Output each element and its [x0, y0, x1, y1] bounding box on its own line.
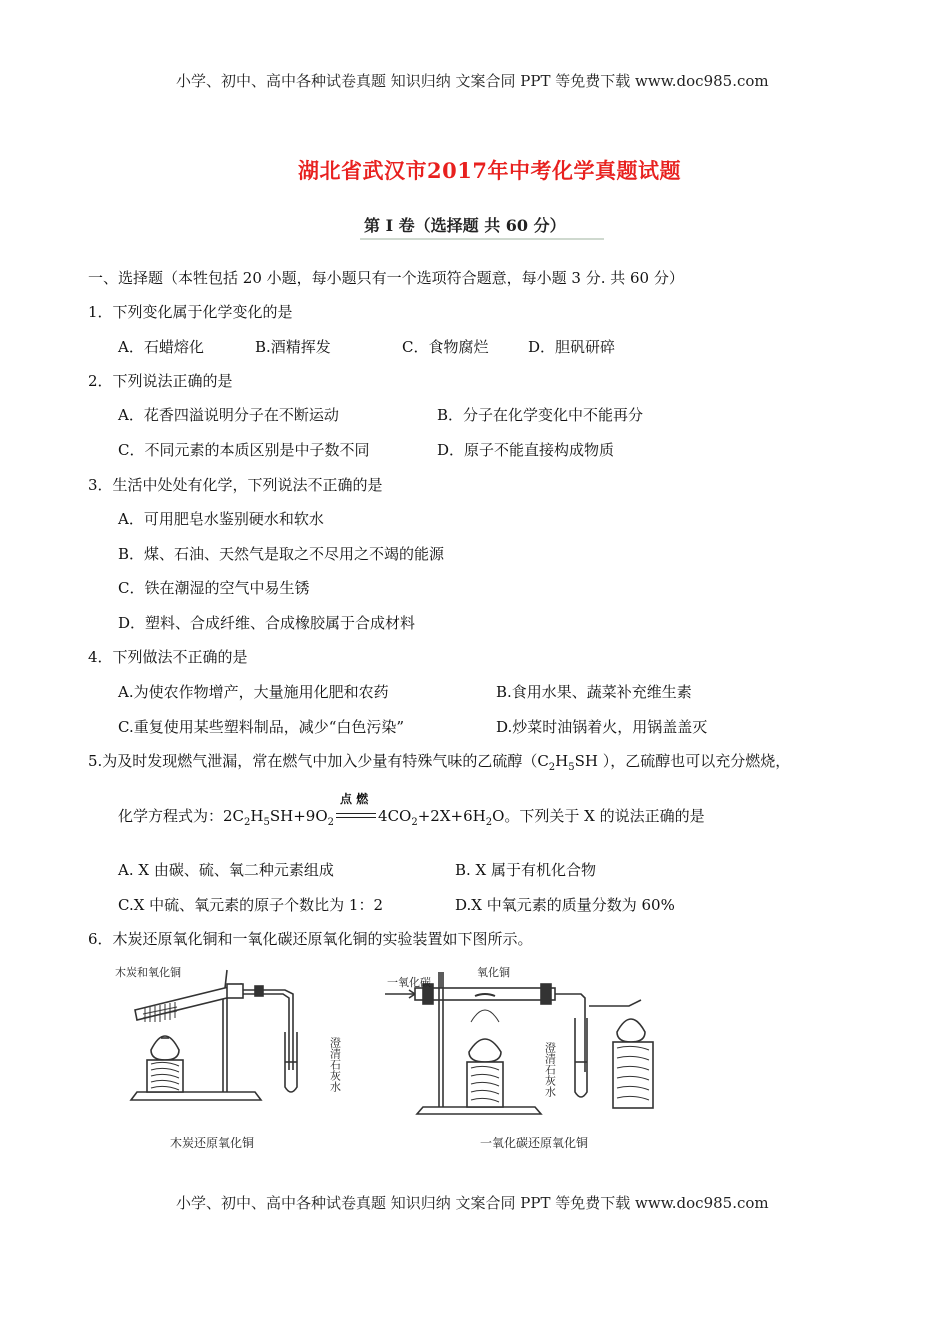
svg-text:一氧化碳还原氧化铜: 一氧化碳还原氧化铜 [480, 1136, 589, 1150]
question-2-option-a: A．花香四溢说明分子在不断运动 [118, 406, 339, 424]
svg-text:澄清石灰水: 澄清石灰水 [543, 1042, 557, 1097]
question-4-option-a: A.为使农作物增产，大量施用化肥和农药 [118, 683, 389, 701]
section-intro: 一、选择题（本牲包括 20 小题，每小题只有一个选项符合题意，每小题 3 分. 共 60 分） [88, 269, 684, 287]
question-1-option-d: D．胆矾研碎 [528, 338, 616, 356]
page-header: 小学、初中、高中各种试卷真题 知识归纳 文案合同 PPT 等免费下载 www.doc985.com [176, 72, 769, 90]
page-title: 湖北省武汉市2017年中考化学真题试题 [298, 158, 681, 183]
question-1-option-b: B.酒精挥发 [255, 338, 331, 356]
question-3-stem: 3．生活中处处有化学，下列说法不正确的是 [88, 476, 383, 494]
part-title: 第 I 卷（选择题 共 60 分） [364, 216, 566, 235]
question-5-equation: 化学方程式为：$2C_2H_5SH+9O_2$ 点 燃 $4CO_2+2X+6H_2O$。下列关于 X 的说法正确的是 [118, 792, 705, 828]
question-3-option-b: B．煤、石油、天然气是取之不尽用之不竭的能源 [118, 545, 445, 563]
question-5-option-c: C.X 中硫、氧元素的原子个数比为 1：2 [118, 896, 384, 914]
figure-charcoal-reduction [115, 962, 355, 1157]
page-footer: 小学、初中、高中各种试卷真题 知识归纳 文案合同 PPT 等免费下载 www.doc985.com [176, 1194, 769, 1212]
question-1-stem: 1．下列变化属于化学变化的是 [88, 303, 293, 321]
svg-text:木炭和氧化铜: 木炭和氧化铜 [115, 966, 181, 979]
question-4-stem: 4．下列做法不正确的是 [88, 648, 248, 666]
question-1-option-a: A．石蜡熔化 [118, 338, 204, 356]
question-5-stem: 5.为及时发现燃气泄漏，常在燃气中加入少量有特殊气味的乙硫醇（$C_2H_5SH$ ），乙硫醇也可以充分燃烧， [88, 752, 791, 773]
question-2-option-d: D．原子不能直接构成物质 [437, 441, 615, 459]
question-2-stem: 2．下列说法正确的是 [88, 372, 233, 390]
question-4-option-c: C.重复使用某些塑料制品，减少“白色污染” [118, 718, 405, 736]
question-3-option-c: C．铁在潮湿的空气中易生锈 [118, 579, 310, 597]
figure-co-reduction [385, 962, 670, 1157]
part-title-underline [360, 238, 604, 240]
svg-text:氧化铜: 氧化铜 [477, 966, 510, 979]
question-4-option-b: B.食用水果、蔬菜补充维生素 [496, 683, 692, 701]
equation-condition-arrow: 点 燃 [334, 806, 378, 826]
question-5-option-b: B. X 属于有机化合物 [455, 861, 597, 879]
question-4-option-d: D.炒菜时油锅着火，用锅盖盖灭 [496, 718, 708, 736]
question-2-option-c: C．不同元素的本质区别是中子数不同 [118, 441, 370, 459]
svg-text:木炭还原氧化铜: 木炭还原氧化铜 [170, 1136, 255, 1150]
question-6-stem: 6．木炭还原氧化铜和一氧化碳还原氧化铜的实验装置如下图所示。 [88, 930, 533, 948]
svg-text:一氧化碳: 一氧化碳 [387, 976, 431, 989]
question-5-option-a: A. X 由碳、硫、氧二种元素组成 [118, 861, 334, 879]
question-5-option-d: D.X 中氧元素的质量分数为 60% [455, 896, 675, 914]
question-2-option-b: B．分子在化学变化中不能再分 [437, 406, 644, 424]
question-1-option-c: C．食物腐烂 [402, 338, 489, 356]
question-3-option-a: A．可用肥皂水鉴别硬水和软水 [118, 510, 324, 528]
svg-text:澄清石灰水: 澄清石灰水 [328, 1037, 342, 1092]
question-3-option-d: D．塑料、合成纤维、合成橡胶属于合成材料 [118, 614, 416, 632]
